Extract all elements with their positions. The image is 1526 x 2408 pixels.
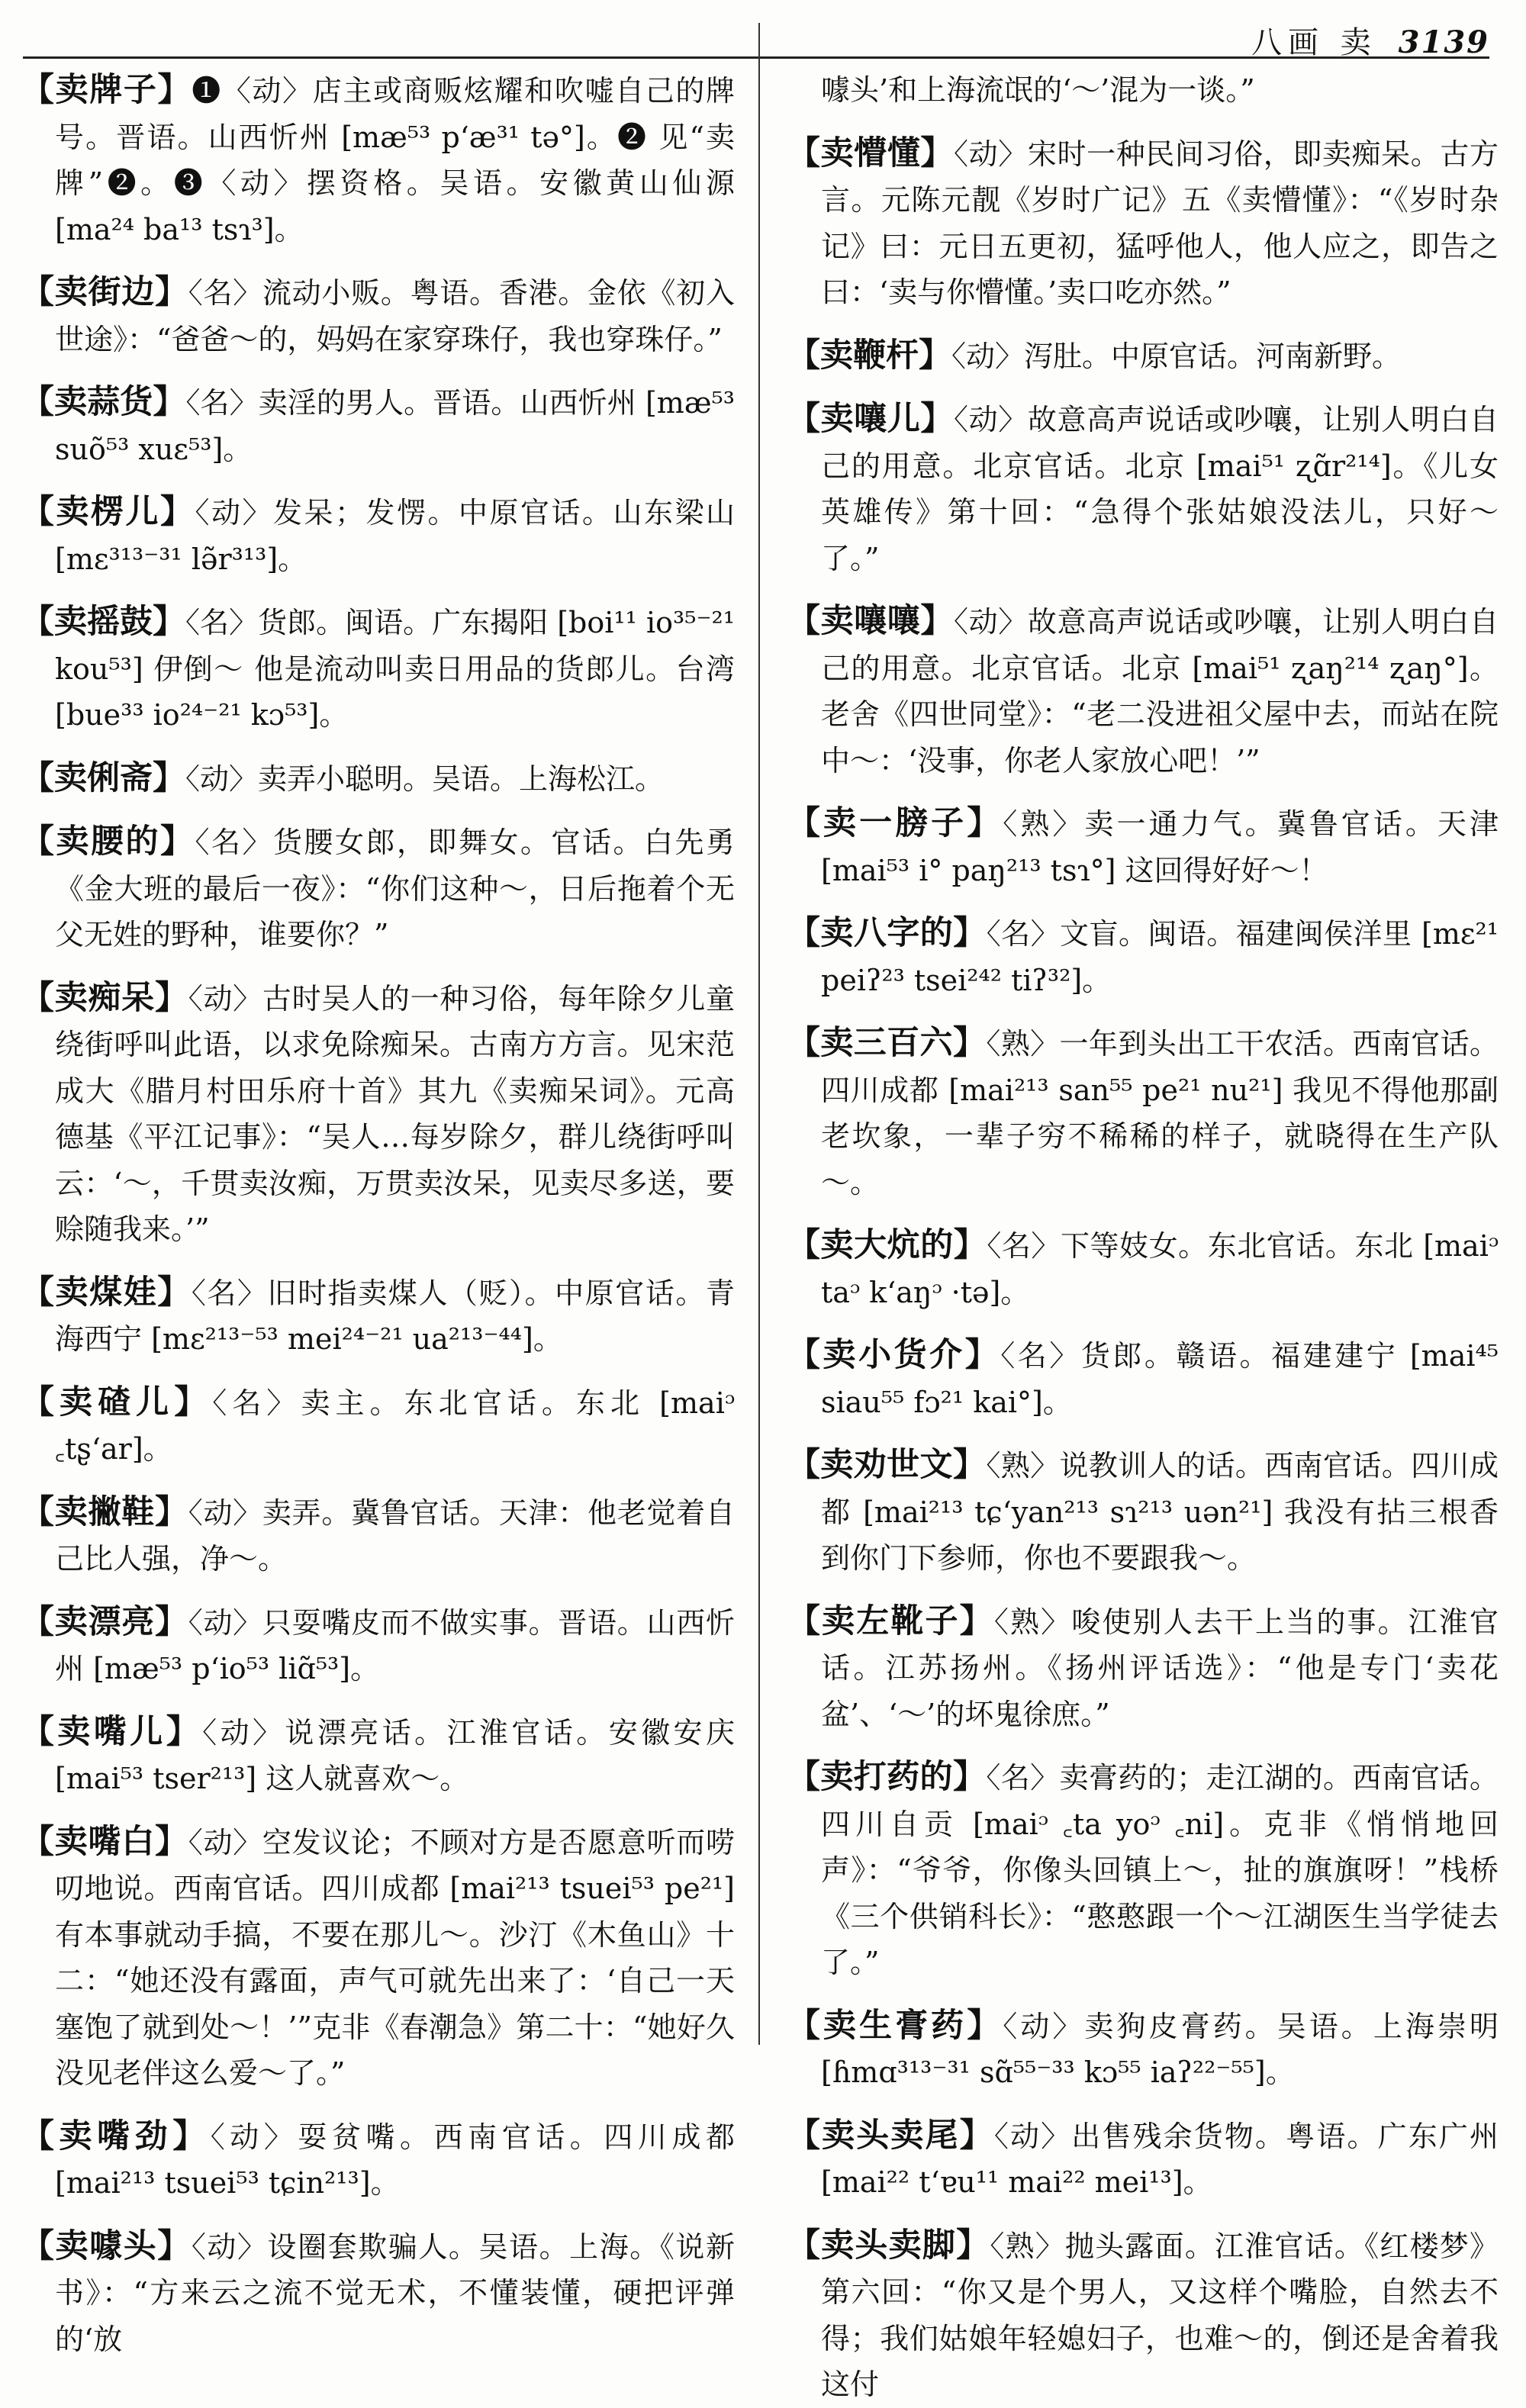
entry-definition: 〈名〉卖淫的男人。晋语。山西忻州 [mæ⁵³ suõ⁵³ xuɛ⁵³]。	[55, 386, 736, 466]
page-number: 3139	[1398, 24, 1489, 60]
entry-headword: 【卖碴儿】	[21, 1383, 213, 1421]
dictionary-entry	[787, 1020, 1499, 1206]
entry-headword: 【卖煤娃】	[21, 1273, 192, 1312]
dictionary-entry	[21, 1270, 735, 1363]
dictionary-entry	[787, 910, 1499, 1003]
entry-definition: 〈熟〉抛头露面。江淮官话。《红楼梦》第六回：“你又是个男人，又这样个嘴脸，自然去不得；我们姑娘年轻媳妇子，也难～的，倒还是舍着我这付	[821, 2229, 1499, 2401]
dictionary-entry	[21, 1709, 735, 1802]
entry-definition: 〈动〉泻肚。中原官话。河南新野。	[951, 339, 1402, 373]
entry-definition: 〈熟〉卖一通力气。冀鲁官话。天津 [mai⁵³ i° paŋ²¹³ tsɿ°] 这回得好好～！	[821, 807, 1499, 887]
entry-definition: 〈动〉出售残余货物。粤语。广东广州 [mai²² t‘ɐu¹¹ mai²² mei¹³]。	[821, 2119, 1499, 2199]
entry-definition: 〈名〉下等妓女。东北官话。东北 [maiᵓ taᵓ k‘aŋᵓ ·tə]。	[821, 1229, 1499, 1309]
entry-headword: 【卖八字的】	[787, 914, 987, 952]
entry-definition: 〈动〉古时吴人的一种习俗，每年除夕儿童绕街呼叫此语，以求免除痴呆。古南方方言。见宋范成大《腊月村田乐府十首》其九《卖痴呆词》。元高德基《平江记事》：“吴人…每岁除夕，群儿绕街呼叫云：‘～，千贯卖汝痴，万贯卖汝呆，见卖尽多送，要赊随我来。’”	[55, 981, 735, 1246]
entry-headword: 【卖腰的】	[21, 823, 195, 861]
entry-definition: 〈名〉卖主。东北官话。东北 [maiᵓ ꜀tʂ‘ar]。	[55, 1386, 736, 1466]
entry-definition: 〈名〉文盲。闽语。福建闽侯洋里 [mɛ²¹ peiʔ²³ tsei²⁴² tiʔ³²]。	[821, 917, 1499, 997]
entry-definition: 〈动〉故意高声说话或吵嚷，让别人明白自己的用意。北京官话。北京 [mai⁵¹ ʐaŋ²¹⁴ ʐaŋ°]。老舍《四世同堂》：“老二没进祖父屋中去，而站在院中～：‘没事，你老人家放心吧！’”	[821, 605, 1499, 777]
entry-headword: 【卖嚷嚷】	[787, 602, 955, 640]
entry-definition: 〈名〉货郎。赣语。福建建宁 [mai⁴⁵ siau⁵⁵ fɔ²¹ kai°]。	[821, 1339, 1499, 1419]
entry-definition: 〈动〉卖弄。冀鲁官话。天津：他老觉着自己比人强，净～。	[55, 1495, 735, 1576]
entry-definition: 〈动〉宋时一种民间习俗，即卖痴呆。古方言。元陈元靓《岁时广记》五《卖懵懂》：“《岁时杂记》曰：元日五更初，猛呼他人，他人应之，即告之曰：‘卖与你懵懂。’卖口吃亦然。”	[821, 137, 1499, 309]
entry-headword: 【卖生膏药】	[787, 2006, 1003, 2045]
entry-headword: 【卖小货介】	[787, 1336, 1001, 1374]
entry-headword: 【卖头卖脚】	[787, 2226, 990, 2265]
dictionary-entry	[21, 755, 735, 803]
left-column	[21, 67, 736, 2356]
entry-definition: 〈动〉卖弄小聪明。吴语。上海松江。	[185, 761, 665, 796]
dictionary-entry	[787, 2003, 1499, 2096]
dictionary-entry	[787, 2223, 1499, 2408]
dictionary-entry	[21, 269, 735, 362]
entry-definition: 〈名〉流动小贩。粤语。香港。金依《初入世途》：“爸爸～的，妈妈在家穿珠仔，我也穿珠仔。”	[55, 276, 735, 356]
dictionary-entry	[21, 1379, 735, 1473]
dictionary-entry	[787, 1222, 1499, 1315]
dictionary-entry	[787, 1754, 1499, 1986]
entry-definition: 〈名〉卖膏药的；走江湖的。西南官话。四川自贡 [maiᵓ ꜀ta yoᵓ ꜀ni]。克非《悄悄地回声》：“爷爷，你像头回镇上～，扯的旗旗呀！”栈桥《三个供销科长》：“憨憨跟一个～江湖医生当学徒去了。”	[821, 1761, 1499, 1979]
entry-headword: 【卖头卖尾】	[787, 2116, 994, 2155]
entry-headword: 【卖街边】	[21, 273, 188, 311]
dictionary-entry	[787, 800, 1499, 893]
dictionary-entry	[21, 1819, 735, 2097]
dictionary-entry	[21, 1599, 735, 1692]
entry-definition: 〈熟〉一年到头出工干农活。西南官话。四川成都 [mai²¹³ san⁵⁵ pe²¹ nu²¹] 我见不得他那副老坎象，一辈子穷不稀稀的样子，就晓得在生产队～。	[821, 1027, 1499, 1199]
dictionary-entry	[787, 1332, 1499, 1425]
entry-headword: 【卖痴呆】	[21, 978, 188, 1017]
entry-definition: 〈动〉设圈套欺骗人。吴语。上海。《说新书》：“方来云之流不觉无术，不懂装懂，硬把评弹的‘放	[55, 2229, 735, 2356]
entry-definition: 〈熟〉唆使别人去干上当的事。江淮官话。江苏扬州。《扬州评话选》：“他是专门‘卖花盆’、‘～’的坏鬼徐庶。”	[821, 1605, 1499, 1731]
entry-headword: 【卖大炕的】	[787, 1226, 987, 1264]
dictionary-entry	[787, 1442, 1499, 1582]
continuation-text: 噱头’和上海流氓的‘～’混为一谈。”	[821, 73, 1255, 107]
entry-definition: 〈熟〉说教训人的话。西南官话。四川成都 [mai²¹³ tɕ‘yan²¹³ sɿ²¹³ uən²¹] 我没有拈三根香到你门下参师，你也不要跟我～。	[821, 1449, 1499, 1575]
entry-headword: 【卖左靴子】	[787, 1602, 994, 1640]
entry-definition: 〈动〉发呆；发愣。中原官话。山东梁山 [mɛ³¹³⁻³¹ lə̃r³¹³]。	[55, 496, 735, 576]
dictionary-entry	[21, 599, 735, 739]
entry-definition: 〈动〉故意高声说话或吵嚷，让别人明白自己的用意。北京官话。北京 [mai⁵¹ ʐɑ̃r²¹⁴]。《儿女英雄传》第十回：“急得个张姑娘没法儿，只好～了。”	[821, 403, 1499, 575]
entry-headword: 【卖牌子】	[21, 71, 192, 109]
entry-headword: 【卖嚷儿】	[787, 400, 955, 438]
entry-headword: 【卖漂亮】	[21, 1602, 188, 1641]
entry-headword: 【卖鞭杆】	[787, 336, 951, 375]
entry-headword: 【卖摇鼓】	[21, 603, 186, 641]
dictionary-entry	[787, 598, 1499, 784]
entry-headword: 【卖楞儿】	[21, 493, 195, 531]
dictionary-entry	[787, 396, 1499, 581]
dictionary-entry	[21, 1489, 735, 1582]
entry-headword: 【卖劝世文】	[787, 1446, 987, 1484]
dictionary-entry	[787, 2113, 1499, 2206]
dictionary-entry	[21, 819, 735, 958]
entry-definition: 〈动〉卖狗皮膏药。吴语。上海崇明 [ɦmɑ³¹³⁻³¹ sɑ̃⁵⁵⁻³³ kɔ⁵⁵ iaʔ²²⁻⁵⁵]。	[821, 2009, 1499, 2089]
entry-headword: 【卖嘴白】	[21, 1822, 188, 1861]
dictionary-entry	[21, 975, 735, 1253]
entry-headword: 【卖嘴劲】	[21, 2117, 211, 2155]
dictionary-entry	[21, 2113, 735, 2207]
entry-headword: 【卖懵懂】	[787, 134, 955, 172]
dictionary-entry	[787, 333, 1499, 380]
entry-headword: 【卖撇鞋】	[21, 1492, 188, 1531]
page-header	[23, 14, 1489, 59]
section-title: 八画 卖	[1251, 25, 1377, 60]
entry-headword: 【卖三百六】	[787, 1024, 987, 1062]
entry-headword: 【卖一膀子】	[787, 804, 1003, 842]
entry-definition: 〈动〉空发议论；不顾对方是否愿意听而唠叨地说。西南官话。四川成都 [mai²¹³ tsuei⁵³ pe²¹] 有本事就动手搞，不要在那儿～。沙汀《木鱼山》十二：“她还没有露面，声气可就先出来了：‘自己一天塞饱了就到处～！’”克非《春潮急》第二十：“她好久没见老伴这么爱～了。”	[55, 1825, 735, 2090]
entry-headword: 【卖嘴儿】	[21, 1712, 203, 1751]
entry-headword: 【卖噱头】	[21, 2226, 192, 2265]
entry-headword: 【卖打药的】	[787, 1758, 987, 1796]
entry-definition: 〈动〉耍贫嘴。西南官话。四川成都 [mai²¹³ tsuei⁵³ tɕin²¹³]。	[55, 2120, 735, 2200]
entry-definition: 〈动〉只耍嘴皮而不做实事。晋语。山西忻州 [mæ⁵³ p‘io⁵³ liɑ̃⁵³]。	[55, 1605, 735, 1685]
entry-definition: 〈动〉说漂亮话。江淮官话。安徽安庆 [mai⁵³ tser²¹³] 这人就喜欢～。	[55, 1715, 735, 1795]
entry-definition: 〈名〉货郎。闽语。广东揭阳 [boi¹¹ io³⁵⁻²¹ kou⁵³] 伊倒～ 他是流动叫卖日用品的货郎儿。台湾 [bue³³ io²⁴⁻²¹ kɔ⁵³]。	[55, 606, 735, 732]
entry-definition: 〈名〉货腰女郎，即舞女。官话。白先勇《金大班的最后一夜》：“你们这种～，日后拖着个无父无姓的野种，谁要你？”	[55, 826, 735, 951]
entry-headword: 【卖俐斋】	[21, 758, 185, 797]
dictionary-entry	[21, 379, 735, 472]
header-right	[1251, 18, 1489, 62]
dictionary-entry	[21, 2223, 735, 2363]
entry-headword: 【卖蒜货】	[21, 383, 186, 421]
dictionary-entry	[21, 489, 735, 582]
dictionary-entry	[787, 1598, 1499, 1738]
dictionary-entry	[787, 130, 1499, 316]
entry-definition: ❶〈动〉店主或商贩炫耀和吹嘘自己的牌号。晋语。山西忻州 [mæ⁵³ p‘æ³¹ tə°]。❷ 见“卖牌”❷。❸〈动〉摆资格。吴语。安徽黄山仙源 [ma²⁴ ba¹³ tsɿ³]。	[55, 74, 735, 246]
right-column	[787, 67, 1499, 2401]
column-divider	[758, 23, 760, 2045]
entry-definition: 〈名〉旧时指卖煤人（贬）。中原官话。青海西宁 [mɛ²¹³⁻⁵³ mei²⁴⁻²¹ ua²¹³⁻⁴⁴]。	[55, 1276, 735, 1356]
dictionary-entry	[21, 67, 735, 253]
